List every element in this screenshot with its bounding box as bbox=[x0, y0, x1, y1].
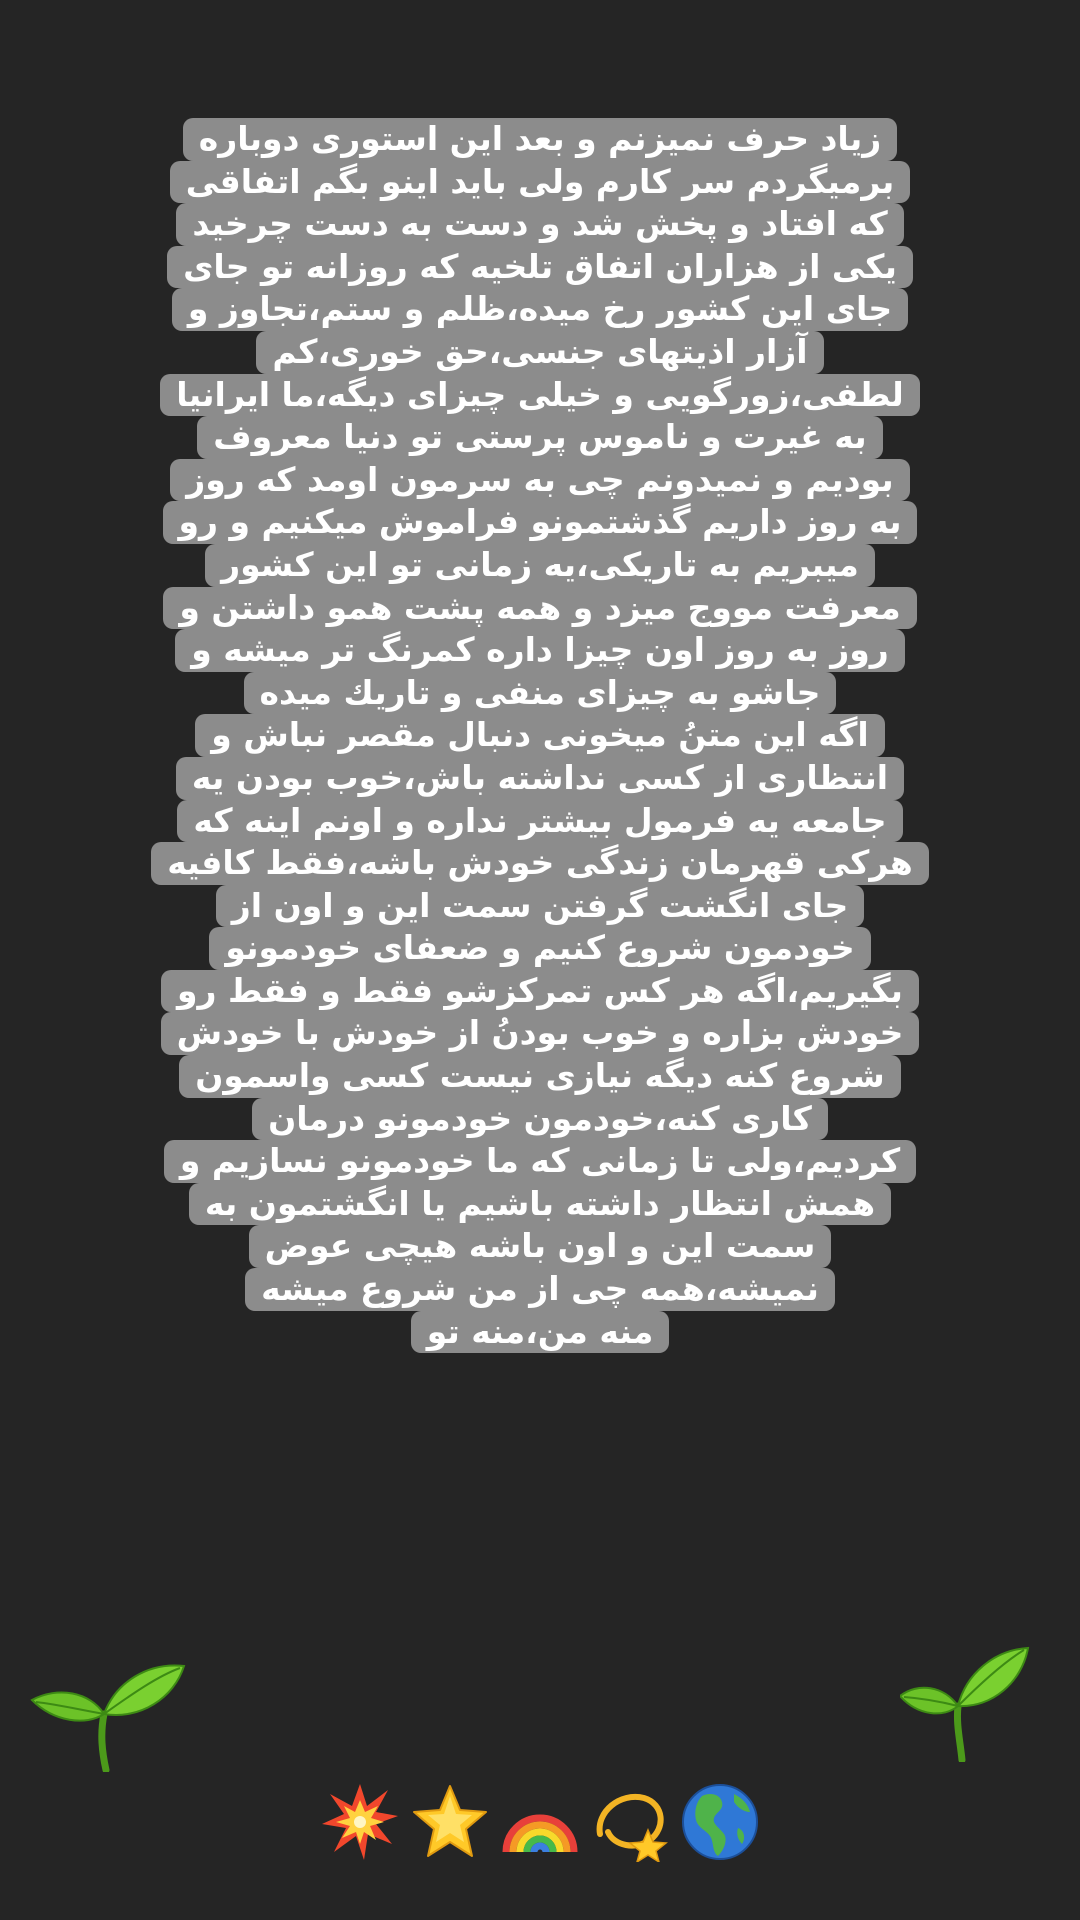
text-line-content: جای این کشور رخ میده،ظلم و ستم،تجاوز و bbox=[172, 288, 908, 331]
text-line-content: جاشو به چیزای منفی و تاریك میده bbox=[244, 672, 837, 715]
text-line-content: کاری کنه،خودمون خودمونو درمان bbox=[252, 1098, 828, 1141]
text-line-content: جای انگشت گرفتن سمت این و اون از bbox=[216, 885, 864, 928]
text-line bbox=[0, 629, 1080, 672]
text-line-content: روز به روز اون چیزا داره کمرنگ تر میشه و bbox=[175, 629, 905, 672]
text-line bbox=[0, 970, 1080, 1013]
story-text-block bbox=[0, 118, 1080, 1353]
collision-icon bbox=[320, 1782, 400, 1862]
text-line-content: خودمون شروع کنیم و ضعفای خودمونو bbox=[209, 927, 870, 970]
text-line bbox=[0, 800, 1080, 843]
text-line-content: معرفت مووج میزد و همه پشت همو داشتن و bbox=[163, 587, 916, 630]
text-line-content: برمیگردم سر کارم ولی باید اینو بگم اتفاقی bbox=[170, 161, 911, 204]
text-line-content: شروع کنه دیگه نیازی نیست کسی واسمون bbox=[179, 1055, 900, 1098]
text-line-content: جامعه یه فرمول بیشتر نداره و اونم اینه که bbox=[177, 800, 902, 843]
text-line bbox=[0, 374, 1080, 417]
text-line bbox=[0, 246, 1080, 289]
text-line bbox=[0, 587, 1080, 630]
text-line-content: هرکی قهرمان زندگی خودش باشه،فقط کافیه bbox=[151, 842, 928, 885]
text-line bbox=[0, 672, 1080, 715]
text-line bbox=[0, 1140, 1080, 1183]
text-line bbox=[0, 927, 1080, 970]
text-line-content: به روز داریم گذشتمونو فراموش میکنیم و رو bbox=[163, 501, 918, 544]
dizzy-star-icon bbox=[590, 1782, 670, 1862]
text-line-content: یکی از هزاران اتفاق تلخیه که روزانه تو جای bbox=[167, 246, 913, 289]
text-line bbox=[0, 331, 1080, 374]
text-line bbox=[0, 1055, 1080, 1098]
text-line-content: زیاد حرف نمیزنم و بعد این استوری دوباره bbox=[183, 118, 897, 161]
text-line bbox=[0, 203, 1080, 246]
text-line-content: لطفی،زورگویی و خیلی چیزای دیگه،ما ایرانیا bbox=[160, 374, 919, 417]
text-line-content: بگیریم،اگه هر کس تمرکزشو فقط و فقط رو bbox=[161, 970, 919, 1013]
text-line-content: که افتاد و پخش شد و دست به دست چرخید bbox=[176, 203, 903, 246]
text-line-content: اگه این متنُ میخونی دنبال مقصر نباش و bbox=[195, 714, 884, 757]
text-line bbox=[0, 1098, 1080, 1141]
text-line-content: نمیشه،همه چی از من شروع میشه bbox=[245, 1268, 835, 1311]
text-line bbox=[0, 416, 1080, 459]
text-line-content: کردیم،ولی تا زمانی که ما خودمونو نسازیم و bbox=[164, 1140, 916, 1183]
text-line bbox=[0, 757, 1080, 800]
text-line bbox=[0, 885, 1080, 928]
seedling-icon bbox=[28, 1652, 188, 1772]
text-line-content: انتظاری از کسی نداشته باش،خوب بودن یه bbox=[176, 757, 904, 800]
text-line bbox=[0, 544, 1080, 587]
text-line-content: میبریم به تاریکی،یه زمانی تو این کشور bbox=[205, 544, 875, 587]
text-line bbox=[0, 1268, 1080, 1311]
text-line bbox=[0, 842, 1080, 885]
text-line bbox=[0, 161, 1080, 204]
text-line-content: سمت این و اون باشه هیچی عوض bbox=[249, 1225, 832, 1268]
text-line-content: آزار اذیتهای جنسی،حق خوری،کم bbox=[256, 331, 823, 374]
text-line bbox=[0, 501, 1080, 544]
text-line bbox=[0, 1012, 1080, 1055]
globe-americas-icon bbox=[680, 1782, 760, 1862]
text-line-content: همش انتظار داشته باشیم یا انگشتمون به bbox=[189, 1183, 891, 1226]
star-icon bbox=[410, 1782, 490, 1862]
seedling-icon bbox=[900, 1642, 1060, 1762]
text-line bbox=[0, 1311, 1080, 1354]
text-line bbox=[0, 459, 1080, 502]
text-line bbox=[0, 1225, 1080, 1268]
text-line-content: منه من،منه تو bbox=[411, 1311, 670, 1354]
rainbow-icon bbox=[500, 1782, 580, 1862]
text-line bbox=[0, 714, 1080, 757]
text-line-content: خودش بزاره و خوب بودنُ از خودش با خودش bbox=[161, 1012, 920, 1055]
text-line bbox=[0, 1183, 1080, 1226]
text-line-content: بودیم و نمیدونم چی به سرمون اومد که روز bbox=[170, 459, 909, 502]
emoji-row bbox=[320, 1780, 760, 1864]
text-line-content: به غیرت و ناموس پرستی تو دنیا معروف bbox=[197, 416, 882, 459]
text-line bbox=[0, 118, 1080, 161]
text-line bbox=[0, 288, 1080, 331]
